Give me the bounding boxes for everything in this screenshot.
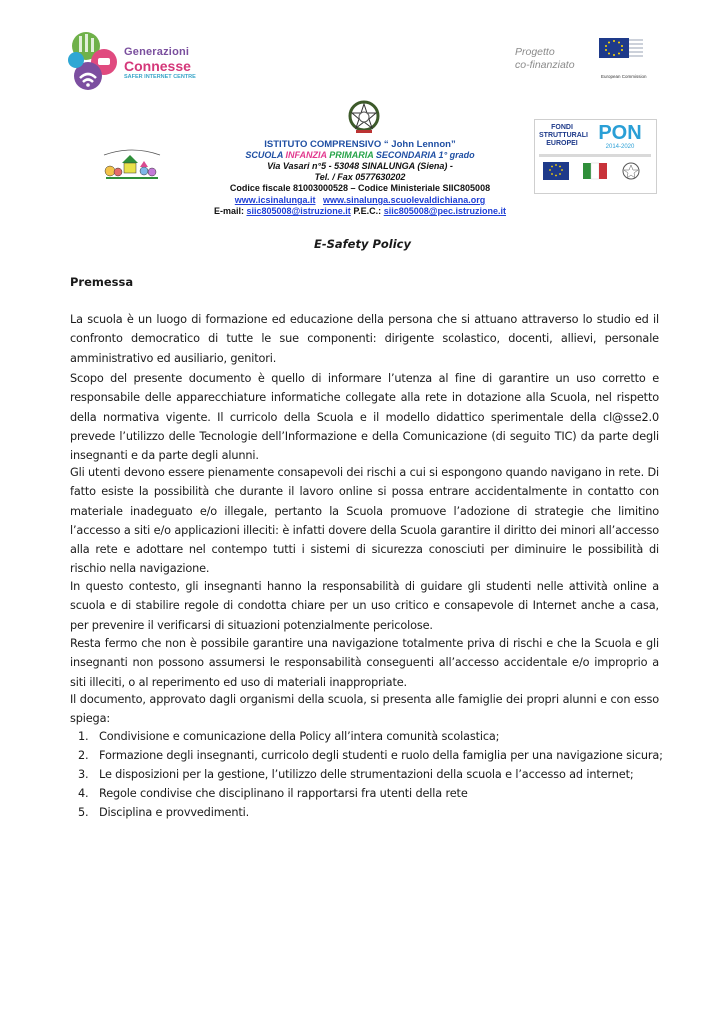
school-emails xyxy=(160,206,560,217)
ec-label: European Commission xyxy=(601,74,647,79)
list-text: Le disposizioni per la gestione, l’utilizzo delle strumentazioni della scuola e l’accesso ad internet; xyxy=(99,768,634,781)
pec-label: P.E.C.: xyxy=(353,206,382,216)
level-infanzia: INFANZIA xyxy=(285,150,327,160)
gc-line1: Generazioni xyxy=(124,46,190,58)
pon-strutturali: STRUTTURALI xyxy=(539,132,588,139)
list-text: Regole condivise che disciplinano il rapportarsi fra utenti della rete xyxy=(99,787,468,800)
level-secondaria: SECONDARIA 1° grado xyxy=(375,150,475,160)
generazioni-connesse-logo xyxy=(62,30,212,100)
document-title: E-Safety Policy xyxy=(314,237,411,251)
levels-prefix: SCUOLA xyxy=(245,150,283,160)
pec-link[interactable]: siic805008@pec.istruzione.it xyxy=(383,206,507,216)
email-link[interactable]: siic805008@istruzione.it xyxy=(246,206,351,216)
school-kids-logo xyxy=(100,145,164,187)
list-item xyxy=(78,727,499,746)
website-link-2[interactable]: www.sinalunga.scuolevaldichiana.org xyxy=(322,195,486,205)
paragraph: In questo contesto, gli insegnanti hanno la responsabilità di guidare gli studenti nelle attività online a scuola e di stabilire regole di condotta chiare per un uso critico e consapevole di Internet anche a casa, per prevenire il verificarsi di situazioni potenzialmente pericolose. xyxy=(70,580,659,632)
paragraph: Il documento, approvato dagli organismi della scuola, si presenta alle famiglie dei propri alunni e con esso spiega: xyxy=(70,693,659,726)
list-number: 4. xyxy=(78,787,89,800)
list-number: 2. xyxy=(78,749,89,762)
school-phone: Tel. / Fax 0577630202 xyxy=(314,172,406,182)
level-primaria: PRIMARIA xyxy=(329,150,374,160)
list-text: Formazione degli insegnanti, curricolo degli studenti e ruolo della famiglia per una navigazione sicura; xyxy=(99,749,663,762)
pon-years: 2014-2020 xyxy=(605,144,635,150)
email-label: E-mail: xyxy=(213,206,244,216)
list-text: Disciplina e provvedimenti. xyxy=(99,806,250,819)
pon-europei: EUROPEI xyxy=(546,140,578,147)
list-number: 3. xyxy=(78,768,89,781)
list-text: Condivisione e comunicazione della Policy all’intera comunità scolastica; xyxy=(99,730,500,743)
school-name: ISTITUTO COMPRENSIVO “ John Lennon” xyxy=(264,139,456,150)
school-levels xyxy=(160,150,560,161)
republic-emblem xyxy=(347,99,381,135)
eu-commission-icon xyxy=(585,36,645,76)
section-heading: Premessa xyxy=(70,275,134,289)
pon-fondi: FONDI xyxy=(551,124,573,131)
cofinanziato-logo xyxy=(515,36,665,92)
school-websites xyxy=(160,195,560,206)
list-number: 5. xyxy=(78,806,89,819)
cofin-line2: co-finanziato xyxy=(515,59,575,71)
list-item xyxy=(78,784,468,803)
pon-mark: PON xyxy=(598,122,642,144)
paragraph: Resta fermo che non è possibile garantire una navigazione totalmente priva di rischi e che la Scuola e gli insegnanti non possono assumersi le responsabilità conseguenti all’accesso accidentale e/o improprio a siti illeciti, o al reperimento ed uso di materiali inappropriate. xyxy=(70,637,659,689)
emblem-icon xyxy=(347,99,381,135)
gc-line2: Connesse xyxy=(124,58,191,74)
kids-icon xyxy=(100,145,164,187)
school-address: Via Vasari n°5 - 53048 SINALUNGA (Siena) - xyxy=(267,161,453,171)
paragraph: Gli utenti devono essere pienamente consapevoli dei rischi a cui si espongono quando navigano in rete. Di fatto esiste la possibilità che durante il lavoro online si possa entrare accidentalmente in contatto con materiale inadeguato e/o illegale, pertanto la Scuola promuove l’adozione di strategie che limitino l’accesso a siti e/o applicazioni illeciti: è infatti dovere della Scuola garantire il diritto dei minori all’accesso alla rete e adottare nel contempo tutti i sistemi di sicurezza conosciuti per diminuire le possibilità di rischio nella navigazione. xyxy=(70,466,659,576)
cofin-line1: Progetto xyxy=(515,46,555,58)
list-item xyxy=(78,746,663,765)
list-item xyxy=(78,803,249,822)
paragraph: Scopo del presente documento è quello di informare l’utenza al fine di garantire un uso corretto e responsabile delle apparecchiature informatiche collegate alla rete in dotazione alla Scuola, nel rispetto della normativa vigente. Il curricolo della Scuola e il modello didattico sperimentale della cl@sse2.0 prevede l’utilizzo delle Tecnologie dell’Informazione e della Comunicazione (di seguito TIC) da parte degli insegnanti e da parte degli alunni. xyxy=(70,372,659,463)
list-number: 1. xyxy=(78,730,89,743)
school-codes: Codice fiscale 81003000528 – Codice Ministeriale SIIC805008 xyxy=(229,183,491,193)
list-item xyxy=(78,765,634,784)
generazioni-connesse-icon xyxy=(62,30,122,94)
website-link-1[interactable]: www.icsinalunga.it xyxy=(234,195,316,205)
gc-line3: SAFER INTERNET CENTRE xyxy=(124,74,196,80)
paragraph: La scuola è un luogo di formazione ed educazione della persona che si attuano attraverso lo studio ed il confronto democratico di tutte le sue componenti: dirigente scolastico, docenti, allievi, personale amministrativo ed ausiliario, genitori. xyxy=(70,313,659,365)
